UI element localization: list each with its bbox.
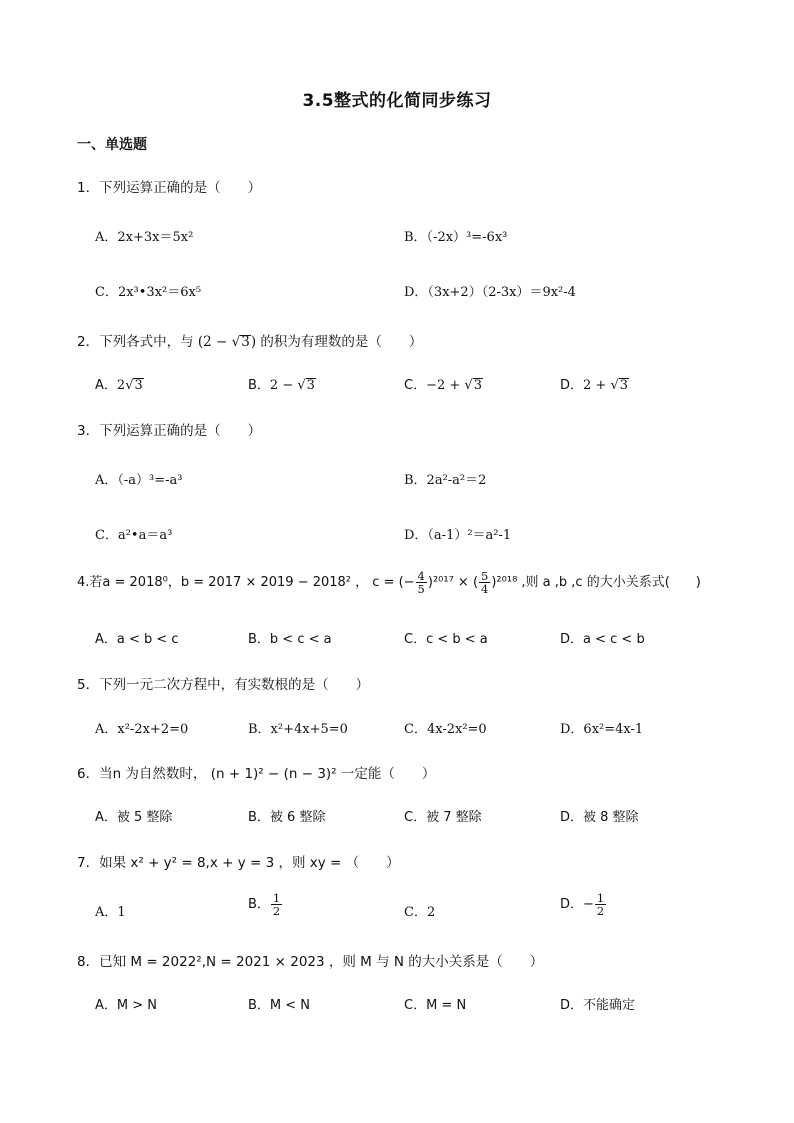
option-radicand: 3 xyxy=(619,378,629,393)
expr-radicand: 3 xyxy=(241,334,250,350)
question-2-option-b: B．2 − √3 xyxy=(248,378,315,393)
option-radicand: 3 xyxy=(473,378,482,393)
question-4-option-d: D．a < c < b xyxy=(560,632,645,647)
option-label: D． xyxy=(560,378,584,393)
option-label: D．− xyxy=(560,897,594,912)
question-5-stem: 5．下列一元二次方程中，有实数根的是（ ） xyxy=(77,677,370,693)
question-4-stem-middle: )²⁰¹⁷ × ( xyxy=(427,575,479,590)
question-3-option-b: B．2a²-a²＝2 xyxy=(404,473,487,488)
question-5-option-d: D．6x²=4x-1 xyxy=(560,722,644,737)
fraction-numerator: 1 xyxy=(272,891,281,905)
question-5-option-a: A．x²-2x+2=0 xyxy=(95,722,189,737)
option-radicand: 3 xyxy=(134,378,143,393)
option-label: B． xyxy=(248,897,270,912)
question-8-option-b: B．M < N xyxy=(248,998,311,1013)
question-3-stem: 3．下列运算正确的是（ ） xyxy=(77,423,262,439)
question-3-option-c: C．a²•a＝a³ xyxy=(95,528,173,543)
question-2-stem xyxy=(77,330,422,350)
question-7-option-b xyxy=(248,892,283,917)
question-1-option-b: B．（-2x）³=-6x³ xyxy=(404,230,508,245)
fraction-5-4 xyxy=(479,570,490,595)
question-8-option-a: A．M > N xyxy=(95,998,157,1013)
question-4-option-a: A．a < b < c xyxy=(95,632,179,647)
question-1-stem: 1．下列运算正确的是（ ） xyxy=(77,180,262,196)
option-label: B． xyxy=(248,378,270,393)
question-1-option-d: D．（3x+2）（2-3x）＝9x²-4 xyxy=(404,285,576,300)
question-2-stem-prefix: 2．下列各式中，与 xyxy=(77,334,194,350)
section-heading: 一、单选题 xyxy=(77,137,147,153)
expr-open: (2 − xyxy=(197,334,232,350)
question-7-option-c: C．2 xyxy=(404,905,436,920)
question-6-option-c: C．被 7 整除 xyxy=(404,810,482,825)
fraction-one-half xyxy=(595,892,606,917)
option-radicand: 3 xyxy=(306,378,315,393)
question-3-option-d: D．（a-1）²＝a²-1 xyxy=(404,528,512,543)
question-6-option-d: D．被 8 整除 xyxy=(560,810,639,825)
question-2-option-c: C．−2 + √3 xyxy=(404,378,482,393)
fraction-numerator: 5 xyxy=(481,569,489,583)
question-3-option-a: A．（-a）³=-a³ xyxy=(95,473,183,488)
fraction-numerator: 4 xyxy=(417,569,425,583)
question-2-expression: (2 − √3) xyxy=(197,334,257,350)
option-label: A． xyxy=(95,378,117,393)
question-5-option-c: C．4x-2x²=0 xyxy=(404,722,487,737)
fraction-one-half xyxy=(271,892,282,917)
option-expr: 2 xyxy=(116,378,126,393)
question-1-option-a: A．2x+3x＝5x² xyxy=(95,230,194,245)
question-7-option-a: A．1 xyxy=(95,905,126,920)
question-7-option-d xyxy=(560,892,607,917)
question-6-option-b: B．被 6 整除 xyxy=(248,810,326,825)
option-label: C． xyxy=(404,378,427,393)
question-8-option-d: D．不能确定 xyxy=(560,998,636,1013)
question-5-option-b: B．x²+4x+5=0 xyxy=(248,722,348,737)
option-expr: 2 − xyxy=(269,378,298,393)
question-4-option-c: C．c < b < a xyxy=(404,632,488,647)
question-8-option-c: C．M = N xyxy=(404,998,467,1013)
fraction-4-5 xyxy=(416,570,427,595)
option-expr: −2 + xyxy=(426,378,465,393)
question-7-stem: 7．如果 x² + y² = 8,x + y = 3 ，则 xy = （ ） xyxy=(77,855,400,871)
question-6-option-a: A．被 5 整除 xyxy=(95,810,173,825)
fraction-denominator: 2 xyxy=(272,904,281,918)
fraction-numerator: 1 xyxy=(596,891,605,905)
question-4-stem-part-b: )²⁰¹⁸ ,则 a ,b ,c 的大小关系式( ) xyxy=(491,575,701,590)
question-2-option-a: A．2√3 xyxy=(95,378,143,393)
question-4-stem-part-a: 4.若a = 2018⁰，b = 2017 × 2019 − 2018² ， c = (− xyxy=(77,575,415,590)
question-8-stem: 8．已知 M = 2022²,N = 2021 × 2023 ，则 M 与 N 的大小关系是（ ） xyxy=(77,954,544,970)
option-expr: 2 + xyxy=(583,378,611,393)
fraction-denominator: 2 xyxy=(596,904,605,918)
question-1-option-c: C．2x³•3x²＝6x⁵ xyxy=(95,285,202,300)
question-2-stem-suffix: 的积为有理数的是（ ） xyxy=(260,334,423,350)
question-4-option-b: B．b < c < a xyxy=(248,632,332,647)
question-4-stem xyxy=(77,570,701,595)
expr-close: ) xyxy=(250,334,257,350)
page-title: 3.5整式的化简同步练习 xyxy=(302,91,492,111)
fraction-denominator: 5 xyxy=(417,582,425,596)
fraction-denominator: 4 xyxy=(481,582,489,596)
question-6-stem: 6．当n 为自然数时， (n + 1)² − (n − 3)² 一定能（ ） xyxy=(77,766,436,782)
question-2-option-d: D．2 + √3 xyxy=(560,378,629,393)
